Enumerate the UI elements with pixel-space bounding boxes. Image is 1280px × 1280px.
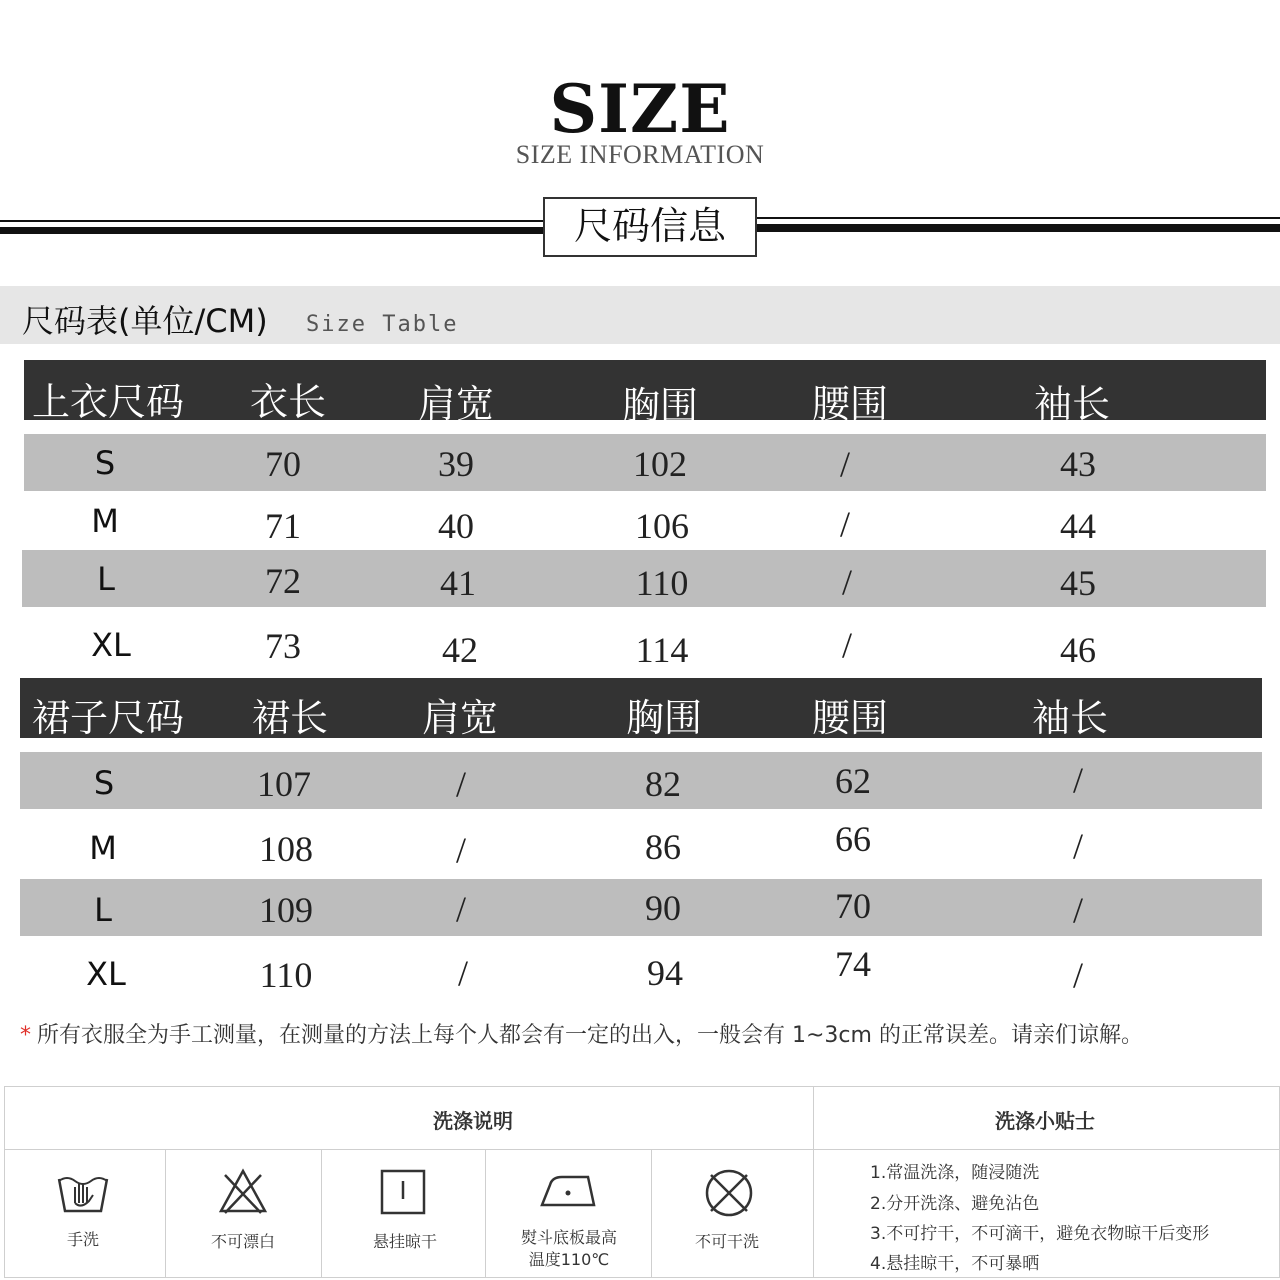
no-dry-clean-icon: [703, 1167, 755, 1223]
top-header-size: 上衣尺码: [31, 380, 185, 424]
note-text: 所有衣服全为手工测量，在测量的方法上每个人都会有一定的出入，一般会有 1~3cm 的正常误差。请亲们谅解。: [37, 1023, 1143, 1048]
skirt-row-s-sleeve: /: [1072, 760, 1084, 800]
care-tip-3: 3.不可拧干，不可滴干，避免衣物晾干后变形: [870, 1224, 1210, 1244]
top-row-m-shoulder: 40: [438, 506, 474, 546]
divider-left-thin: [0, 220, 545, 222]
top-row-xl-shoulder: 42: [442, 630, 478, 670]
care-divider-4: [651, 1149, 652, 1277]
measurement-note: [20, 1018, 1143, 1049]
care-tip-4: 4.悬挂晾干，不可暴晒: [870, 1254, 1040, 1274]
skirt-row-xl-waist: 74: [835, 944, 871, 984]
top-row-m-length: 71: [265, 506, 301, 546]
top-row-s-sleeve: 43: [1060, 444, 1096, 484]
skirt-header-size: 裙子尺码: [31, 696, 185, 740]
care-divider-3: [485, 1149, 486, 1277]
top-row-xl-sleeve: 46: [1060, 630, 1096, 670]
skirt-row-m-chest: 86: [645, 827, 681, 867]
skirt-row-xl-length: 110: [259, 955, 313, 995]
top-row-s-length: 70: [265, 444, 301, 484]
top-row-xl-chest: 114: [635, 630, 689, 670]
care-instructions-title: 洗涤说明: [433, 1109, 513, 1133]
skirt-row-l-size: L: [94, 891, 112, 929]
top-row-m-chest: 106: [635, 506, 689, 546]
divider-left-thick: [0, 227, 545, 234]
iron-label-line1: 熨斗底板最高: [520, 1228, 618, 1247]
hang-dry-icon: [378, 1167, 428, 1221]
skirt-header-length: 裙长: [251, 696, 329, 740]
skirt-row-s-size: S: [93, 764, 115, 802]
top-row-l-sleeve: 45: [1060, 563, 1096, 603]
skirt-row-m-length: 108: [259, 829, 313, 869]
top-row-l-shoulder: 41: [440, 563, 476, 603]
top-row-l-chest: 110: [635, 563, 689, 603]
care-divider-main: [813, 1087, 814, 1277]
care-tip-1: 1.常温洗涤，随浸随洗: [870, 1163, 1040, 1183]
skirt-row-l-shoulder: /: [455, 889, 467, 929]
top-row-l-length: 72: [265, 561, 301, 601]
top-header-shoulder: 肩宽: [417, 382, 495, 426]
top-row-xl-length: 73: [265, 626, 301, 666]
top-row-s-size: S: [94, 444, 116, 482]
skirt-header-waist: 腰围: [811, 696, 889, 740]
skirt-row-m-waist: 66: [835, 819, 871, 859]
skirt-row-s-shoulder: /: [455, 764, 467, 804]
page-subtitle: SIZE INFORMATION: [515, 140, 765, 169]
top-row-l-waist: /: [841, 562, 853, 602]
divider-right-thin: [756, 217, 1280, 219]
top-row-xl-size: XL: [91, 626, 131, 664]
care-section: [4, 1086, 1280, 1278]
size-table-subtitle: Size Table: [306, 312, 459, 337]
top-row-s-shoulder: 39: [438, 444, 474, 484]
no-bleach-label: 不可漂白: [210, 1232, 276, 1251]
top-row-m-sleeve: 44: [1060, 506, 1096, 546]
skirt-header-sleeve: 袖长: [1031, 696, 1109, 740]
iron-label: [521, 1227, 617, 1271]
care-divider-1: [165, 1149, 166, 1277]
skirt-row-xl-sleeve: /: [1072, 955, 1084, 995]
top-header-sleeve: 袖长: [1033, 382, 1111, 426]
top-row-s-waist: /: [839, 444, 851, 484]
care-divider-horizontal: [5, 1149, 1279, 1150]
care-tip-2: 2.分开洗涤、避免沾色: [870, 1194, 1040, 1214]
care-tips-title: 洗涤小贴士: [995, 1109, 1095, 1133]
top-header-chest: 胸围: [621, 384, 699, 428]
top-row-s-chest: 102: [633, 444, 687, 484]
skirt-row-s-length: 107: [257, 764, 311, 804]
skirt-header-chest: 胸围: [625, 696, 703, 740]
top-row-l-size: L: [97, 560, 115, 598]
hand-wash-icon: [55, 1167, 111, 1221]
hang-dry-label: 悬挂晾干: [372, 1232, 438, 1251]
skirt-row-xl-size: XL: [86, 955, 126, 993]
iron-icon: [538, 1167, 600, 1215]
skirt-header-shoulder: 肩宽: [421, 696, 499, 740]
skirt-row-m-size: M: [89, 829, 117, 867]
skirt-row-l-sleeve: /: [1072, 890, 1084, 930]
skirt-row-xl-chest: 94: [647, 953, 683, 993]
skirt-row-l-length: 109: [259, 890, 313, 930]
skirt-row-l-chest: 90: [645, 888, 681, 928]
top-header-length: 衣长: [249, 380, 327, 424]
no-bleach-icon: [217, 1167, 269, 1221]
top-row-xl-waist: /: [841, 625, 853, 665]
page-title: SIZE: [549, 70, 731, 148]
size-table-title: 尺码表(单位/CM): [22, 302, 268, 340]
no-dry-clean-label: 不可干洗: [694, 1232, 760, 1251]
skirt-row-xl-shoulder: /: [457, 953, 469, 993]
top-header-waist: 腰围: [811, 382, 889, 426]
note-star: *: [20, 1023, 31, 1048]
top-row-m-waist: /: [839, 504, 851, 544]
skirt-row-s-waist: 62: [835, 761, 871, 801]
section-label: 尺码信息: [543, 197, 757, 257]
skirt-row-s-chest: 82: [645, 764, 681, 804]
skirt-row-m-shoulder: /: [455, 830, 467, 870]
iron-label-line2: 温度110℃: [528, 1250, 610, 1269]
skirt-row-m-sleeve: /: [1072, 826, 1084, 866]
divider-right-thick: [756, 224, 1280, 232]
care-divider-2: [321, 1149, 322, 1277]
top-row-m-size: M: [91, 502, 119, 540]
skirt-row-l-waist: 70: [835, 886, 871, 926]
hand-wash-label: 手洗: [66, 1230, 100, 1249]
